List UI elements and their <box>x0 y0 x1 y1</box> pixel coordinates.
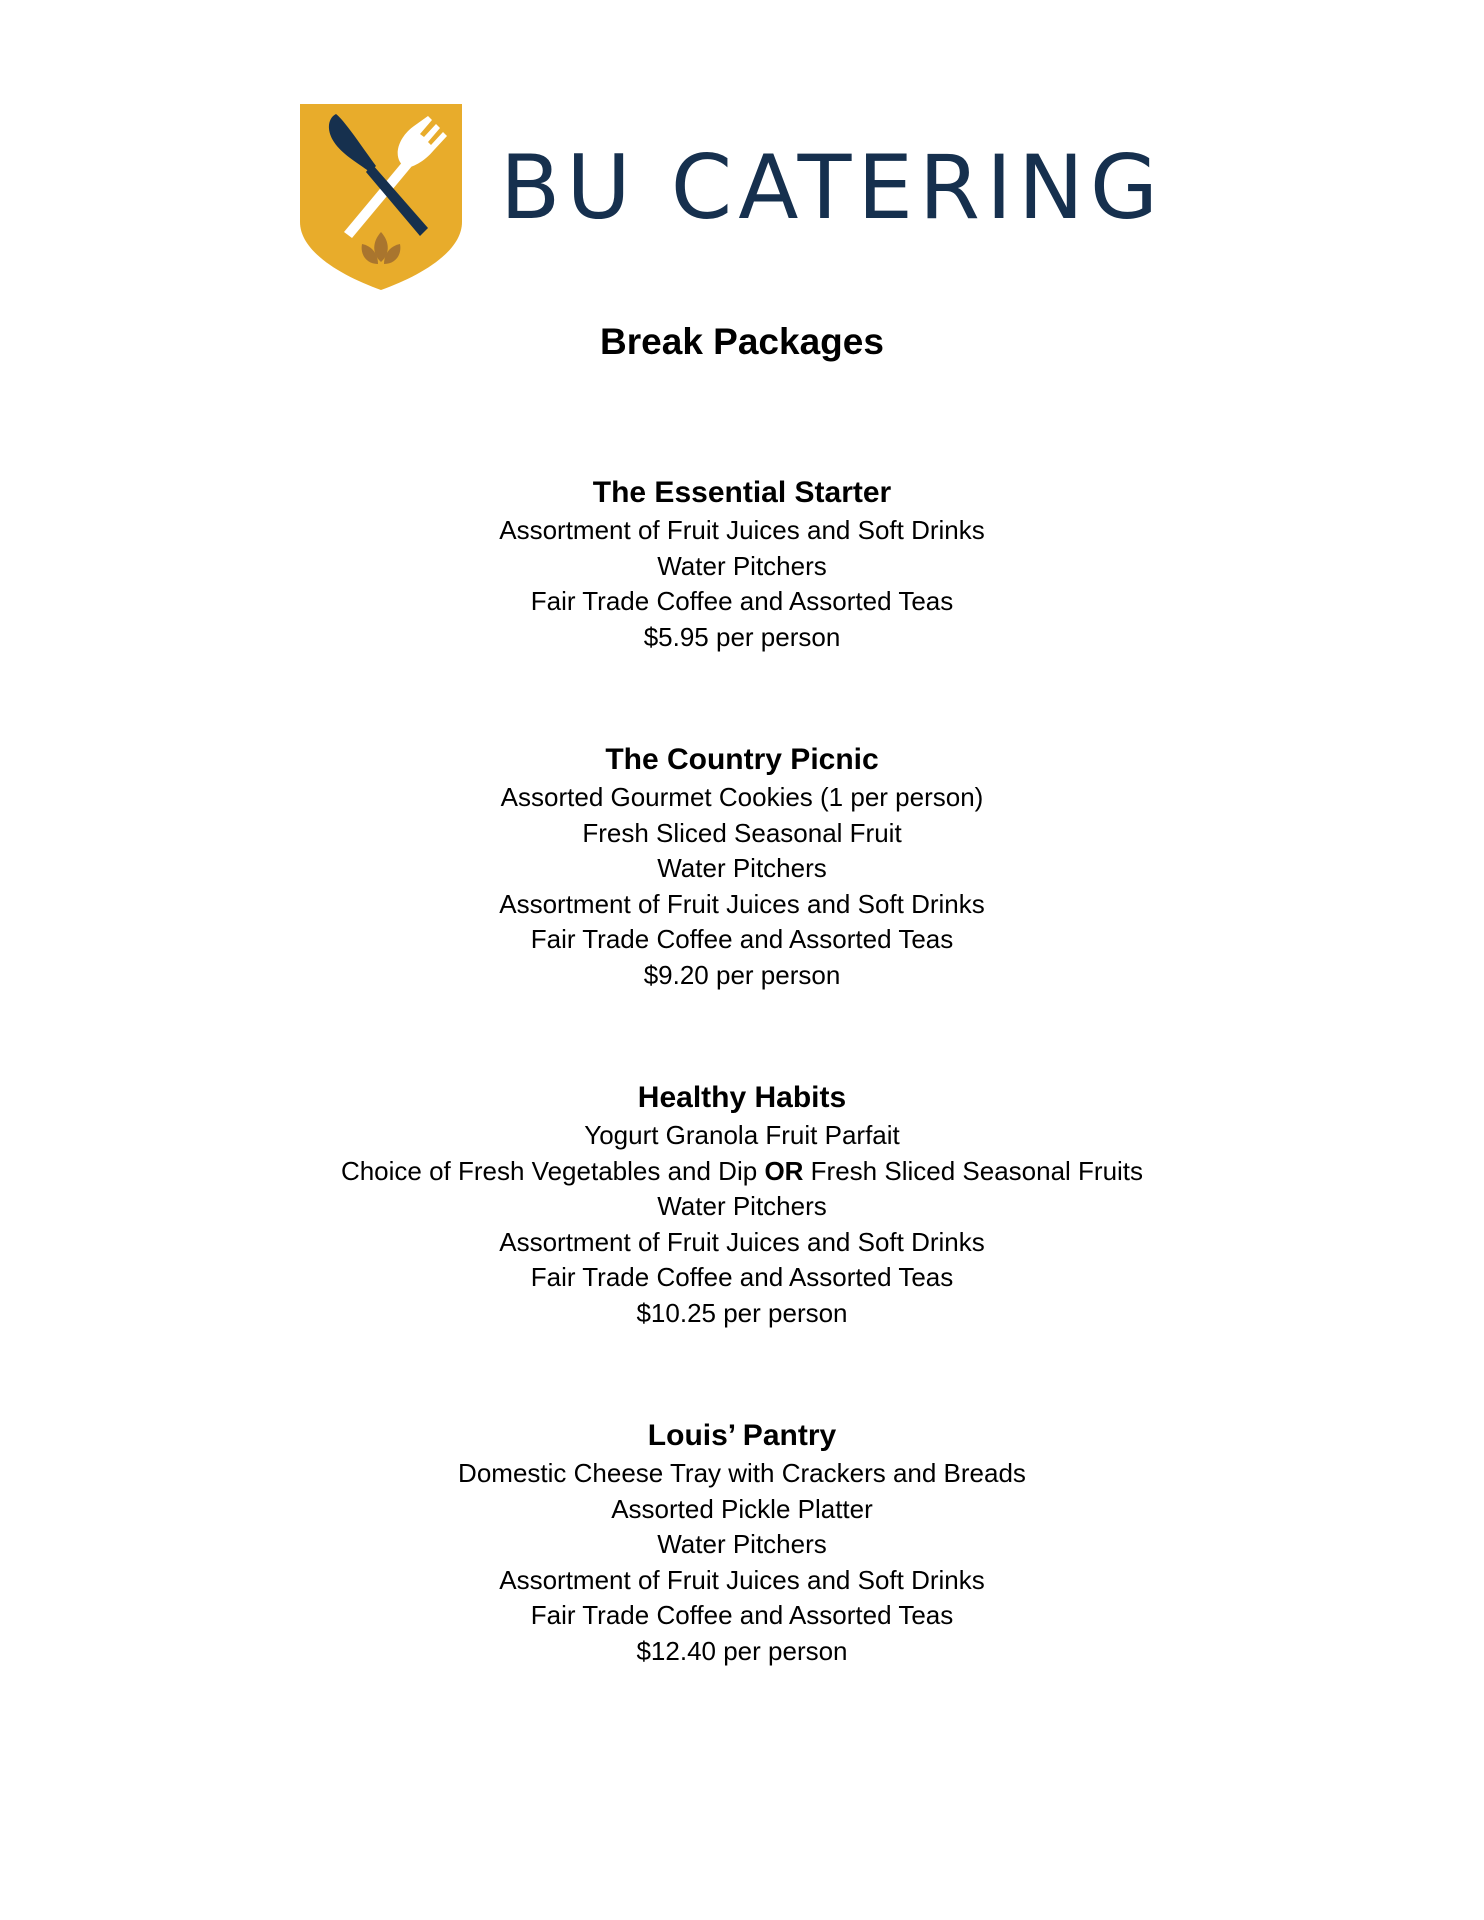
package-price: $9.20 per person <box>643 959 841 990</box>
package-name: The Essential Starter <box>592 476 892 509</box>
package-item: Fair Trade Coffee and Assorted Teas <box>530 924 954 954</box>
package-price: $12.40 per person <box>636 1635 848 1666</box>
choice-second-option: Fresh Sliced Seasonal Fruits <box>810 1155 1144 1186</box>
package-name: Louis’ Pantry <box>647 1419 837 1452</box>
package-item: Water Pitchers <box>657 1529 827 1559</box>
package-item: Assortment of Fruit Juices and Soft Drinks <box>499 515 985 545</box>
package-item-choice <box>0 1154 1484 1190</box>
package-louis-pantry <box>0 1416 1484 1669</box>
package-item: Domestic Cheese Tray with Crackers and Breads <box>458 1458 1026 1488</box>
package-price: $10.25 per person <box>636 1297 848 1328</box>
package-item: Assortment of Fruit Juices and Soft Drinks <box>499 1226 985 1257</box>
package-price: $5.95 per person <box>643 621 841 652</box>
page-title: Break Packages <box>600 321 884 362</box>
choice-first-option: Choice of Fresh Vegetables and Dip <box>340 1155 758 1186</box>
package-item: Assortment of Fruit Juices and Soft Drinks <box>499 1564 985 1595</box>
package-item: Fresh Sliced Seasonal Fruit <box>582 817 902 848</box>
package-name: Healthy Habits <box>637 1081 847 1114</box>
package-essential-starter <box>0 473 1484 655</box>
package-item: Water Pitchers <box>657 1191 827 1221</box>
package-name: The Country Picnic <box>605 743 879 776</box>
choice-or-emphasis: OR <box>764 1155 804 1186</box>
package-country-picnic <box>0 740 1484 993</box>
package-item: Water Pitchers <box>657 550 827 581</box>
package-item: Yogurt Granola Fruit Parfait <box>584 1120 900 1150</box>
brand-name: BU CATERING <box>500 136 1165 239</box>
package-item: Fair Trade Coffee and Assorted Teas <box>530 1600 954 1630</box>
package-healthy-habits <box>0 1078 1484 1331</box>
knife-fork-shield-icon <box>300 104 462 290</box>
package-item: Water Pitchers <box>657 853 827 883</box>
bu-catering-logo <box>300 104 1165 294</box>
package-item: Assortment of Fruit Juices and Soft Drinks <box>499 888 985 919</box>
package-item: Fair Trade Coffee and Assorted Teas <box>530 586 954 616</box>
package-item: Assorted Gourmet Cookies (1 per person) <box>500 782 984 812</box>
package-item: Fair Trade Coffee and Assorted Teas <box>530 1262 954 1292</box>
package-item: Assorted Pickle Platter <box>611 1493 873 1524</box>
